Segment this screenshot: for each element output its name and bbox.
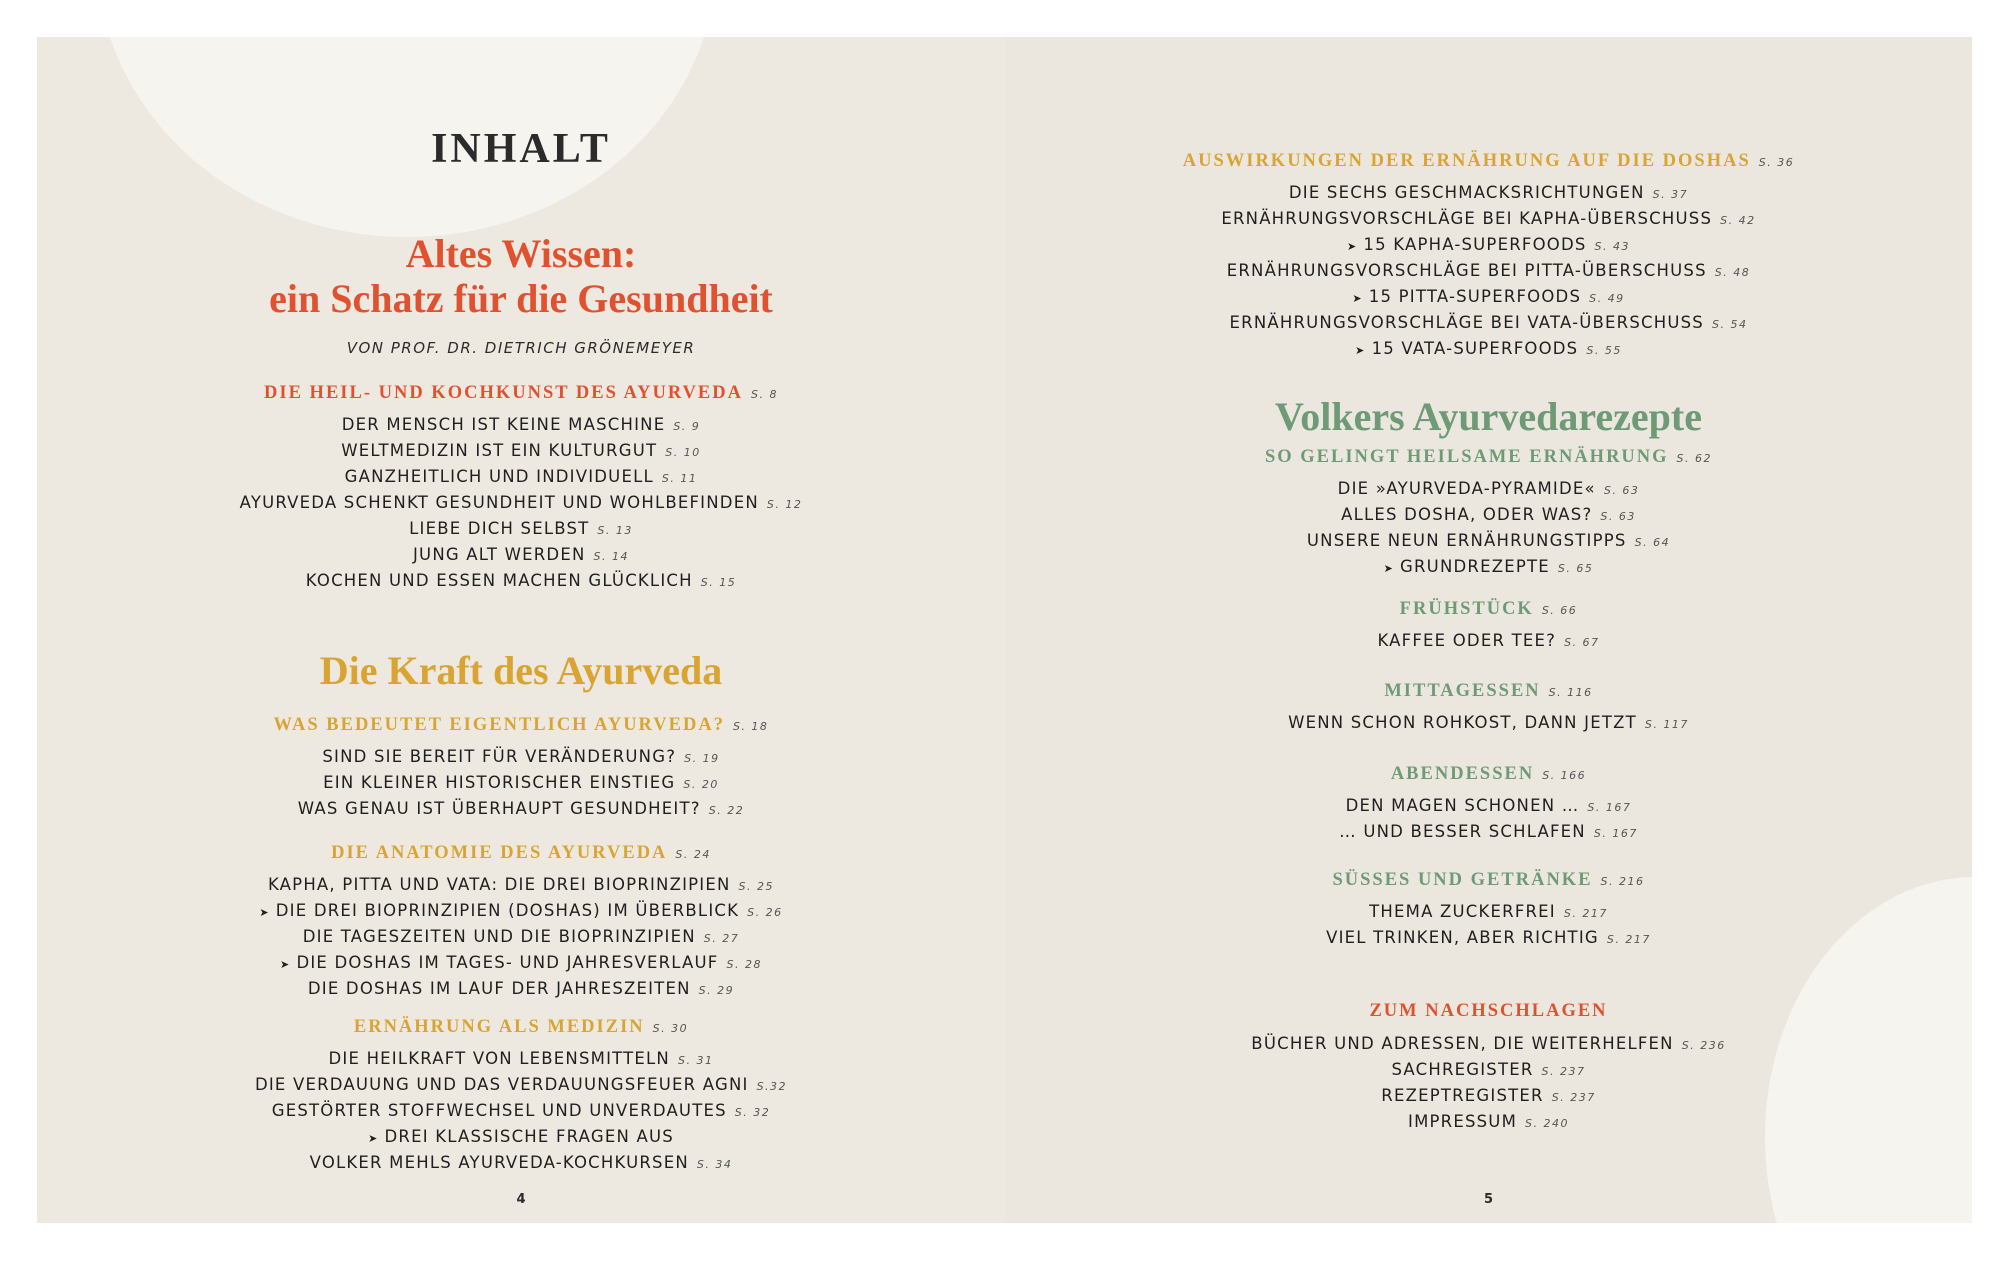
toc-entry[interactable] bbox=[1005, 503, 1972, 529]
toc-entry[interactable] bbox=[1005, 337, 1972, 363]
entry-label: VOLKER MEHLS AYURVEDA-KOCHKURSEN bbox=[309, 1153, 689, 1172]
arrow-bullet-icon: ➤ bbox=[1352, 292, 1363, 305]
entry-label: KAFFEE ODER TEE? bbox=[1377, 631, 1557, 650]
entry-label: WENN SCHON ROHKOST, DANN JETZT bbox=[1288, 713, 1637, 732]
toc-entry[interactable] bbox=[37, 439, 1005, 465]
section-heading-label: MITTAGESSEN bbox=[1384, 681, 1541, 701]
entry-label: ERNÄHRUNGSVORSCHLÄGE BEI KAPHA-ÜBERSCHUSS bbox=[1221, 209, 1713, 228]
entry-label: GESTÖRTER STOFFWECHSEL UND UNVERDAUTES bbox=[271, 1101, 727, 1120]
toc-entry[interactable] bbox=[1005, 820, 1972, 846]
part-title: Die Kraft des Ayurveda bbox=[319, 648, 723, 693]
part-title-line-1: Altes Wissen: bbox=[405, 231, 637, 276]
toc-entry[interactable] bbox=[1005, 1058, 1972, 1084]
page-ref: S. 20 bbox=[683, 778, 719, 791]
toc-entry[interactable] bbox=[1005, 259, 1972, 285]
section-heading[interactable] bbox=[37, 383, 1005, 404]
page-ref: S. 63 bbox=[1600, 510, 1636, 523]
section-heading-label: DIE HEIL- UND KOCHKUNST DES AYURVEDA bbox=[264, 383, 743, 403]
entry-label: VIEL TRINKEN, ABER RICHTIG bbox=[1326, 928, 1599, 947]
section-heading-label: DIE ANATOMIE DES AYURVEDA bbox=[331, 843, 668, 863]
entry-list bbox=[37, 413, 1005, 595]
page-ref: S. 237 bbox=[1541, 1065, 1586, 1078]
page-ref: S. 49 bbox=[1589, 292, 1625, 305]
section-heading-label: AUSWIRKUNGEN DER ERNÄHRUNG AUF DIE DOSHAS bbox=[1182, 151, 1751, 171]
page-ref: S. 15 bbox=[700, 576, 737, 589]
arrow-bullet-icon: ➤ bbox=[280, 958, 291, 971]
section-heading[interactable] bbox=[37, 843, 1005, 864]
page-number: 4 bbox=[516, 1192, 526, 1207]
entry-list bbox=[1005, 711, 1972, 737]
toc-entry[interactable] bbox=[1005, 529, 1972, 555]
toc-entry[interactable] bbox=[1005, 555, 1972, 581]
entry-label: DIE VERDAUUNG UND DAS VERDAUUNGSFEUER AGNI bbox=[254, 1075, 749, 1094]
page-ref: S. 217 bbox=[1563, 907, 1608, 920]
toc-entry[interactable] bbox=[1005, 926, 1972, 952]
page-ref: S. 24 bbox=[675, 848, 711, 861]
right-page bbox=[1005, 37, 1972, 1223]
toc-entry[interactable] bbox=[1005, 233, 1972, 259]
section-heading[interactable] bbox=[1005, 599, 1972, 620]
page-ref: S. 167 bbox=[1587, 801, 1632, 814]
entry-label: BÜCHER UND ADRESSEN, DIE WEITERHELFEN bbox=[1251, 1034, 1674, 1053]
page-ref: S. 34 bbox=[696, 1158, 733, 1171]
section-heading[interactable] bbox=[1005, 151, 1972, 172]
entry-label: ERNÄHRUNGSVORSCHLÄGE BEI PITTA-ÜBERSCHUSS bbox=[1226, 261, 1707, 280]
entry-label: KOCHEN UND ESSEN MACHEN GLÜCKLICH bbox=[305, 571, 693, 590]
entry-label: 15 VATA-SUPERFOODS bbox=[1371, 339, 1579, 358]
toc-entry[interactable] bbox=[37, 1151, 1005, 1177]
toc-entry[interactable] bbox=[37, 873, 1005, 899]
page-ref: S. 22 bbox=[708, 804, 745, 817]
toc-entry[interactable] bbox=[37, 517, 1005, 543]
page-ref: S. 55 bbox=[1586, 344, 1622, 357]
left-page bbox=[37, 37, 1005, 1223]
page-ref: S. 11 bbox=[661, 472, 698, 485]
toc-entry[interactable] bbox=[37, 925, 1005, 951]
page-ref: S. 25 bbox=[738, 880, 775, 893]
page-ref: S. 19 bbox=[684, 752, 720, 765]
toc-entry[interactable] bbox=[1005, 285, 1972, 311]
entry-list bbox=[1005, 794, 1972, 846]
arrow-bullet-icon: ➤ bbox=[368, 1132, 379, 1145]
page-ref: S. 48 bbox=[1714, 266, 1751, 279]
page-ref: S. 28 bbox=[726, 958, 762, 971]
entry-list bbox=[1005, 1032, 1972, 1136]
toc-entry[interactable] bbox=[37, 797, 1005, 823]
toc-entry[interactable] bbox=[37, 465, 1005, 491]
page-ref: S. 13 bbox=[597, 524, 633, 537]
section-heading[interactable] bbox=[37, 1017, 1005, 1038]
entry-label: 15 PITTA-SUPERFOODS bbox=[1368, 287, 1582, 306]
page-ref: S. 166 bbox=[1542, 769, 1587, 782]
entry-label: DIE SECHS GESCHMACKSRICHTUNGEN bbox=[1288, 183, 1645, 202]
entry-list bbox=[37, 745, 1005, 823]
toc-entry[interactable] bbox=[1005, 311, 1972, 337]
toc-entry[interactable] bbox=[37, 745, 1005, 771]
toc-entry[interactable] bbox=[1005, 181, 1972, 207]
entry-list bbox=[37, 873, 1005, 1003]
page-ref: S. 42 bbox=[1720, 214, 1756, 227]
page-ref: S. 62 bbox=[1676, 452, 1713, 465]
page-ref: S. 12 bbox=[766, 498, 803, 511]
page-ref: S. 167 bbox=[1593, 827, 1638, 840]
page-ref: S. 237 bbox=[1551, 1091, 1596, 1104]
section-heading-label: ERNÄHRUNG ALS MEDIZIN bbox=[353, 1017, 645, 1037]
page-ref: S. 29 bbox=[698, 984, 735, 997]
entry-label: DIE »AYURVEDA-PYRAMIDE« bbox=[1337, 479, 1596, 498]
entry-label: DREI KLASSISCHE FRAGEN AUS bbox=[384, 1127, 674, 1146]
toc-entry[interactable] bbox=[37, 1047, 1005, 1073]
page-ref: S. 217 bbox=[1606, 933, 1651, 946]
toc-entry[interactable] bbox=[1005, 629, 1972, 655]
entry-list bbox=[1005, 900, 1972, 952]
arrow-bullet-icon: ➤ bbox=[1346, 240, 1358, 253]
page-ref: S. 43 bbox=[1594, 240, 1631, 253]
entry-list bbox=[1005, 181, 1972, 363]
section-heading-label: SO GELINGT HEILSAME ERNÄHRUNG bbox=[1264, 447, 1669, 467]
entry-label: WAS GENAU IST ÜBERHAUPT GESUNDHEIT? bbox=[297, 799, 701, 818]
page-ref: S. 66 bbox=[1541, 604, 1578, 617]
page-ref: S. 31 bbox=[677, 1054, 714, 1067]
part-title-line-2: ein Schatz für die Gesundheit bbox=[269, 276, 773, 321]
arrow-bullet-icon: ➤ bbox=[259, 906, 270, 919]
entry-label: REZEPTREGISTER bbox=[1381, 1086, 1544, 1105]
toc-entry[interactable] bbox=[37, 1099, 1005, 1125]
entry-label: WELTMEDIZIN IST EIN KULTURGUT bbox=[341, 441, 658, 460]
part-title: Volkers Ayurvedarezepte bbox=[1275, 394, 1702, 439]
toc-entry[interactable] bbox=[37, 899, 1005, 925]
page-ref: S. 117 bbox=[1644, 718, 1689, 731]
entry-label: DIE HEILKRAFT VON LEBENSMITTELN bbox=[328, 1049, 670, 1068]
page-ref: S. 67 bbox=[1564, 636, 1600, 649]
toc-entry[interactable] bbox=[37, 543, 1005, 569]
entry-label: LIEBE DICH SELBST bbox=[409, 519, 590, 538]
page-ref: S. 8 bbox=[750, 388, 778, 401]
entry-list bbox=[37, 1047, 1005, 1177]
section-heading-label: SÜSSES UND GETRÄNKE bbox=[1332, 870, 1593, 890]
page-ref: S. 14 bbox=[593, 550, 629, 563]
entry-label: SIND SIE BEREIT FÜR VERÄNDERUNG? bbox=[322, 747, 677, 766]
toc-entry[interactable] bbox=[37, 1125, 1005, 1151]
page-ref: S.32 bbox=[756, 1080, 788, 1093]
page-ref: S. 10 bbox=[665, 446, 701, 459]
page-ref: S. 27 bbox=[703, 932, 740, 945]
arrow-bullet-icon: ➤ bbox=[1355, 344, 1366, 357]
toc-entry[interactable] bbox=[1005, 1084, 1972, 1110]
entry-label: UNSERE NEUN ERNÄHRUNGSTIPPS bbox=[1306, 531, 1627, 550]
entry-label: ALLES DOSHA, ODER WAS? bbox=[1341, 505, 1593, 524]
page-ref: S. 116 bbox=[1548, 686, 1593, 699]
page-ref: S. 54 bbox=[1711, 318, 1748, 331]
toc-entry[interactable] bbox=[37, 1073, 1005, 1099]
section-heading[interactable] bbox=[1005, 681, 1972, 702]
section-heading[interactable] bbox=[1005, 447, 1972, 468]
book-spread bbox=[37, 37, 1972, 1223]
entry-label: THEMA ZUCKERFREI bbox=[1369, 902, 1556, 921]
page-ref: S. 9 bbox=[673, 420, 701, 433]
toc-entry[interactable] bbox=[1005, 711, 1972, 737]
page-ref: S. 216 bbox=[1600, 875, 1645, 888]
entry-label: DIE DOSHAS IM TAGES- UND JAHRESVERLAUF bbox=[296, 953, 719, 972]
toc-entry[interactable] bbox=[37, 771, 1005, 797]
entry-list bbox=[1005, 477, 1972, 581]
page-ref: S. 36 bbox=[1758, 156, 1795, 169]
entry-list bbox=[1005, 629, 1972, 655]
section-heading[interactable] bbox=[1005, 764, 1972, 785]
toc-entry[interactable] bbox=[37, 413, 1005, 439]
toc-entry[interactable] bbox=[1005, 1032, 1972, 1058]
entry-label: AYURVEDA SCHENKT GESUNDHEIT UND WOHLBEFINDEN bbox=[239, 493, 759, 512]
section-heading-label: FRÜHSTÜCK bbox=[1399, 599, 1534, 619]
page-ref: S. 240 bbox=[1525, 1117, 1569, 1130]
page-ref: S. 18 bbox=[732, 720, 769, 733]
toc-title: INHALT bbox=[431, 126, 611, 172]
section-heading[interactable] bbox=[37, 715, 1005, 736]
entry-label: GANZHEITLICH UND INDIVIDUELL bbox=[344, 467, 654, 486]
page-ref: S. 32 bbox=[734, 1106, 771, 1119]
entry-label: JUNG ALT WERDEN bbox=[412, 545, 586, 564]
entry-label: KAPHA, PITTA UND VATA: DIE DREI BIOPRINZIPIEN bbox=[267, 875, 731, 894]
page-ref: S. 30 bbox=[652, 1022, 689, 1035]
byline: VON PROF. DR. DIETRICH GRÖNEMEYER bbox=[346, 339, 696, 357]
entry-label: EIN KLEINER HISTORISCHER EINSTIEG bbox=[323, 773, 676, 792]
entry-label: DIE DREI BIOPRINZIPIEN (DOSHAS) IM ÜBERBLICK bbox=[275, 901, 740, 920]
entry-label: … UND BESSER SCHLAFEN bbox=[1339, 822, 1586, 841]
toc-entry[interactable] bbox=[37, 491, 1005, 517]
page-ref: S. 65 bbox=[1557, 562, 1594, 575]
section-heading[interactable] bbox=[1005, 870, 1972, 891]
entry-label: DER MENSCH IST KEINE MASCHINE bbox=[341, 415, 666, 434]
entry-label: IMPRESSUM bbox=[1408, 1112, 1518, 1131]
arrow-bullet-icon: ➤ bbox=[1383, 562, 1395, 575]
toc-entry[interactable] bbox=[1005, 794, 1972, 820]
page-ref: S. 26 bbox=[747, 906, 783, 919]
entry-label: ERNÄHRUNGSVORSCHLÄGE BEI VATA-ÜBERSCHUSS bbox=[1229, 313, 1704, 332]
page-number: 5 bbox=[1483, 1192, 1494, 1207]
page-ref: S. 64 bbox=[1634, 536, 1671, 549]
page-ref: S. 236 bbox=[1681, 1039, 1726, 1052]
toc-entry[interactable] bbox=[37, 977, 1005, 1003]
section-heading[interactable] bbox=[1005, 1001, 1972, 1022]
entry-label: DIE TAGESZEITEN UND DIE BIOPRINZIPIEN bbox=[302, 927, 696, 946]
entry-label: DEN MAGEN SCHONEN … bbox=[1345, 796, 1580, 815]
toc-entry[interactable] bbox=[1005, 1110, 1972, 1136]
page-ref: S. 37 bbox=[1652, 188, 1689, 201]
toc-entry[interactable] bbox=[1005, 207, 1972, 233]
entry-label: SACHREGISTER bbox=[1391, 1060, 1534, 1079]
page-ref: S. 63 bbox=[1603, 484, 1640, 497]
entry-label: DIE DOSHAS IM LAUF DER JAHRESZEITEN bbox=[307, 979, 691, 998]
section-heading-label: WAS BEDEUTET EIGENTLICH AYURVEDA? bbox=[273, 715, 725, 735]
toc-entry[interactable] bbox=[1005, 900, 1972, 926]
section-heading-label: ABENDESSEN bbox=[1390, 764, 1535, 784]
section-heading-label: ZUM NACHSCHLAGEN bbox=[1369, 1001, 1608, 1021]
toc-entry[interactable] bbox=[37, 569, 1005, 595]
entry-label: GRUNDREZEPTE bbox=[1400, 557, 1550, 576]
entry-label: 15 KAPHA-SUPERFOODS bbox=[1363, 235, 1587, 254]
toc-entry[interactable] bbox=[1005, 477, 1972, 503]
toc-entry[interactable] bbox=[37, 951, 1005, 977]
